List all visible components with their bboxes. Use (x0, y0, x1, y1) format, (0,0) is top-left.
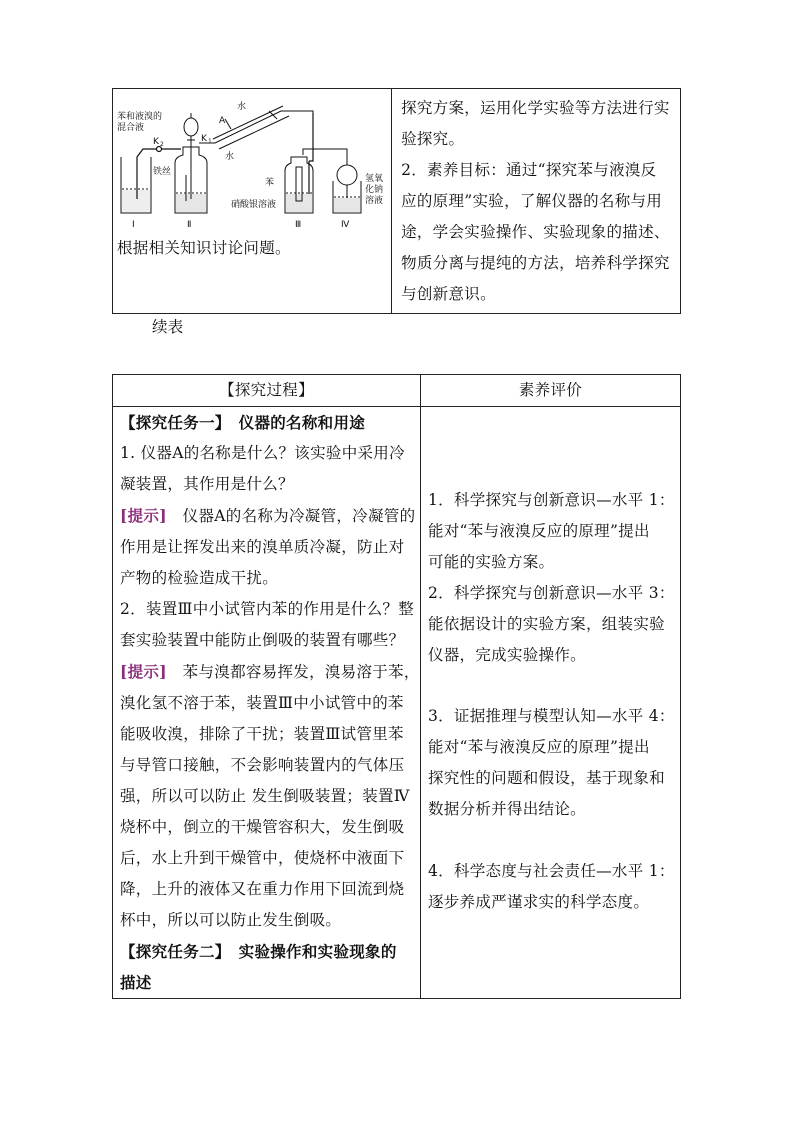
eval-1-line-1: 1．科学探究与创新意识—水平 1： (427, 491, 675, 509)
label-mixture-2: 混合液 (117, 123, 145, 133)
eval-2 (428, 578, 675, 671)
label-naoh-1: 氢氧 (365, 174, 384, 184)
q1-line-2: 凝装置，其作用是什么？ (120, 475, 294, 493)
label-k2: K (153, 137, 159, 147)
eval-3-line-4: 数据分析并得出结论。 (427, 800, 586, 818)
a2-line-9: 杯中，所以可以防止发生倒吸。 (120, 911, 342, 929)
eval-3 (428, 701, 675, 825)
bottle-ii (175, 139, 207, 213)
q2-line-1: 2．装置Ⅲ中小试管内苯的作用是什么？整 (120, 600, 415, 618)
eval-4-line-2: 逐步养成严谨求实的科学态度。 (427, 893, 650, 911)
label-benzene: 苯 (265, 178, 275, 188)
goal-line-2: 验探究。 (401, 130, 465, 148)
label-water-top: 水 (237, 102, 247, 112)
goal-line-1: 探究方案，运用化学实验等方法进行实 (401, 99, 670, 117)
header-process: 【探究过程】 (113, 375, 421, 407)
experiment-apparatus-figure (113, 89, 397, 239)
hint-label-1: [提示] (120, 506, 167, 525)
top-table (112, 88, 681, 314)
evaluation-cell (420, 407, 680, 999)
eval-1-line-2: 能对“苯与液溴反应的原理”提出 (427, 522, 650, 540)
q1-line-1: 1. 仪器A的名称是什么？该实验中采用冷 (120, 444, 405, 462)
eval-4 (428, 856, 675, 918)
task1-title: 【探究任务一】 仪器的名称和用途 (120, 413, 366, 432)
goal-line-4: 应的原理”实验，了解仪器的名称与用 (401, 192, 663, 210)
a1-first-text: 仪器A的名称为冷凝管，冷凝管的 (166, 507, 416, 525)
a2-line-5: 强，所以可以防止 发生倒吸装置；装置Ⅳ (120, 787, 410, 805)
eval-1 (428, 485, 675, 578)
label-iron: 铁丝 (153, 167, 172, 177)
label-roman-3: Ⅲ (295, 220, 302, 230)
a2-line-6: 烧杯中，倒立的干燥管容积大，发生倒吸 (120, 818, 405, 836)
beaker-iv (333, 165, 361, 213)
pipe-to-iii (309, 113, 313, 199)
label-water-bottom: 水 (225, 152, 235, 162)
top-left-cell (113, 89, 392, 314)
label-roman-2: Ⅱ (187, 220, 192, 230)
process-cell (113, 407, 421, 999)
goal-line-7: 与创新意识。 (401, 285, 496, 303)
a2-line-3: 能吸收溴，排除了干扰；装置Ⅲ试管里苯 (120, 725, 404, 743)
eval-2-line-2: 能依据设计的实验方案，组装实验 (427, 615, 665, 633)
hint-label-2: [提示] (120, 662, 167, 681)
a2-line-8: 降，上升的液体又在重力作用下回流到烧 (120, 880, 405, 898)
eval-2-line-1: 2．科学探究与创新意识—水平 3： (427, 584, 675, 602)
label-k1: K (201, 134, 207, 144)
main-table (112, 374, 681, 999)
continued-label: 续表 (152, 318, 184, 336)
eval-4-line-1: 4．科学态度与社会责任—水平 1： (427, 862, 675, 880)
q2-line-2: 套实验装置中能防止倒吸的装置有哪些？ (120, 631, 405, 649)
label-naoh-2: 化钠 (365, 185, 384, 195)
label-roman-4: Ⅳ (341, 220, 350, 230)
beaker-i (121, 157, 151, 213)
label-naoh-3: 溶液 (365, 196, 384, 206)
task2-title-2: 描述 (120, 973, 152, 992)
a2-line-4: 与导管口接触，不会影响装置内的气体压 (120, 756, 405, 774)
goal-line-3: 2．素养目标：通过“探究苯与液溴反 (401, 161, 657, 179)
label-roman-1: Ⅰ (132, 220, 135, 230)
a2-line-1 (120, 656, 420, 688)
label-a: A (219, 116, 226, 126)
label-k2-sub: 2 (160, 141, 164, 148)
task2-title-1: 【探究任务二】 实验操作和实验现象的 (120, 942, 397, 961)
eval-3-line-1: 3．证据推理与模型认知—水平 4： (427, 707, 675, 725)
label-mixture: 苯和液溴的 (117, 112, 163, 122)
a2-line-2: 溴化氢不溶于苯，装置Ⅲ中小试管中的苯 (120, 694, 404, 712)
eval-3-line-3: 探究性的问题和假设，基于现象和 (427, 769, 665, 787)
a1-line-1 (120, 500, 420, 532)
label-k1-sub: 1 (208, 138, 212, 145)
a2-line-7: 后，水上升到干燥管中，使烧杯中液面下 (120, 849, 405, 867)
label-silver-nitrate: 硝酸银溶液 (231, 200, 277, 210)
figure-caption: 根据相关知识讨论问题。 (117, 239, 291, 257)
eval-1-line-3: 可能的实验方案。 (427, 553, 555, 571)
condenser-a (199, 106, 313, 149)
a2-first-text: 苯与溴都容易挥发，溴易溶于苯， (166, 663, 420, 681)
header-evaluation: 素养评价 (420, 375, 680, 407)
goal-line-6: 物质分离与提纯的方法，培养科学探究 (401, 254, 670, 272)
a1-line-3: 产物的检验造成干扰。 (120, 569, 279, 587)
eval-2-line-3: 仪器，完成实验操作。 (427, 646, 586, 664)
eval-3-line-2: 能对“苯与液溴反应的原理”提出 (427, 738, 650, 756)
a1-line-2: 作用是让挥发出来的溴单质冷凝，防止对 (120, 538, 405, 556)
top-right-cell (392, 89, 681, 314)
goal-line-5: 途，学会实验操作、实验现象的描述、 (401, 223, 670, 241)
dropping-funnel (184, 113, 198, 147)
